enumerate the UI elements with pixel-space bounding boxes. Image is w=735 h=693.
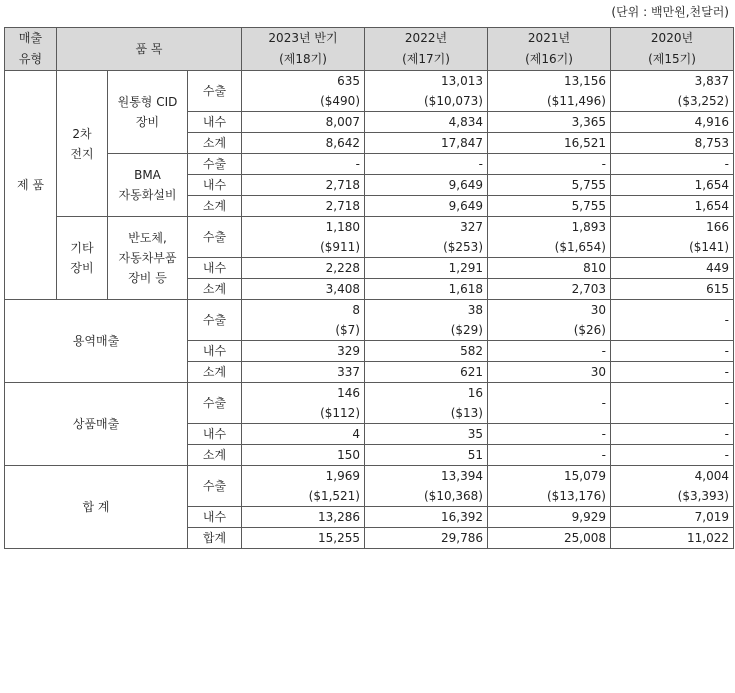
row-label: 합계	[188, 528, 242, 549]
cell: 1,654	[611, 196, 734, 217]
table-row	[5, 300, 734, 341]
cell: 146 ($112)	[242, 383, 365, 424]
item-bma: BMA 자동화설비	[108, 154, 188, 217]
cell: 4	[242, 424, 365, 445]
cell: 2,718	[242, 196, 365, 217]
cell: 582	[365, 341, 488, 362]
row-label: 수출	[188, 154, 242, 175]
cell: 8,753	[611, 133, 734, 154]
cell: -	[611, 383, 734, 424]
row-label: 소계	[188, 196, 242, 217]
cell: 635 ($490)	[242, 71, 365, 112]
category-service: 용역매출	[5, 300, 188, 383]
cell: 1,618	[365, 279, 488, 300]
cell: 30	[488, 362, 611, 383]
cell: 1,654	[611, 175, 734, 196]
table-row	[5, 71, 734, 112]
row-label: 수출	[188, 71, 242, 112]
cell: -	[611, 445, 734, 466]
cell: 7,019	[611, 507, 734, 528]
cell: 2,228	[242, 258, 365, 279]
table-row	[5, 466, 734, 507]
cell: 35	[365, 424, 488, 445]
row-label: 소계	[188, 133, 242, 154]
row-label: 수출	[188, 300, 242, 341]
cell: 5,755	[488, 175, 611, 196]
cell: -	[488, 424, 611, 445]
cell: 16,392	[365, 507, 488, 528]
cell: 327 ($253)	[365, 217, 488, 258]
cell: 3,365	[488, 112, 611, 133]
cell: 166 ($141)	[611, 217, 734, 258]
row-label: 소계	[188, 279, 242, 300]
cell: -	[611, 362, 734, 383]
cell: 16,521	[488, 133, 611, 154]
cell: 15,079 ($13,176)	[488, 466, 611, 507]
cell: 13,156 ($11,496)	[488, 71, 611, 112]
cell: 1,893 ($1,654)	[488, 217, 611, 258]
cell: 2,703	[488, 279, 611, 300]
cell: 4,004 ($3,393)	[611, 466, 734, 507]
cell: 150	[242, 445, 365, 466]
item-semi: 반도체, 자동차부품 장비 등	[108, 217, 188, 300]
cell: 1,291	[365, 258, 488, 279]
header-period: 2022년 (제17기)	[365, 28, 488, 71]
subcategory-battery: 2차 전지	[57, 71, 108, 217]
row-label: 수출	[188, 466, 242, 507]
cell: -	[488, 154, 611, 175]
category-product: 제 품	[5, 71, 57, 300]
cell: 38 ($29)	[365, 300, 488, 341]
row-label: 수출	[188, 217, 242, 258]
cell: 9,649	[365, 196, 488, 217]
item-cid: 원통형 CID 장비	[108, 71, 188, 154]
cell: 8,007	[242, 112, 365, 133]
cell: 16 ($13)	[365, 383, 488, 424]
header-period: 2023년 반기 (제18기)	[242, 28, 365, 71]
row-label: 내수	[188, 175, 242, 196]
cell: 621	[365, 362, 488, 383]
header-period: 2021년 (제16기)	[488, 28, 611, 71]
header-type: 매출 유형	[5, 28, 57, 71]
row-label: 내수	[188, 341, 242, 362]
row-label: 내수	[188, 112, 242, 133]
header-period: 2020년 (제15기)	[611, 28, 734, 71]
cell: 3,837 ($3,252)	[611, 71, 734, 112]
cell: -	[488, 383, 611, 424]
table-row	[5, 383, 734, 424]
cell: -	[488, 341, 611, 362]
table-row	[5, 217, 734, 258]
cell: -	[365, 154, 488, 175]
row-label: 수출	[188, 383, 242, 424]
cell: 1,180 ($911)	[242, 217, 365, 258]
cell: 25,008	[488, 528, 611, 549]
cell: 15,255	[242, 528, 365, 549]
cell: 29,786	[365, 528, 488, 549]
cell: -	[611, 300, 734, 341]
cell: -	[611, 341, 734, 362]
cell: 4,834	[365, 112, 488, 133]
sales-table	[4, 27, 734, 549]
cell: 4,916	[611, 112, 734, 133]
header-row	[5, 28, 734, 71]
cell: 8,642	[242, 133, 365, 154]
row-label: 소계	[188, 445, 242, 466]
unit-note: (단위 : 백만원,천달러)	[611, 5, 729, 19]
cell: 329	[242, 341, 365, 362]
cell: 17,847	[365, 133, 488, 154]
cell: -	[488, 445, 611, 466]
cell: 9,929	[488, 507, 611, 528]
category-total: 합 계	[5, 466, 188, 549]
cell: 2,718	[242, 175, 365, 196]
cell: 449	[611, 258, 734, 279]
cell: 615	[611, 279, 734, 300]
cell: 51	[365, 445, 488, 466]
cell: -	[611, 154, 734, 175]
cell: 13,394 ($10,368)	[365, 466, 488, 507]
cell: 30 ($26)	[488, 300, 611, 341]
table-row	[5, 154, 734, 175]
cell: 8 ($7)	[242, 300, 365, 341]
cell: 1,969 ($1,521)	[242, 466, 365, 507]
cell: 810	[488, 258, 611, 279]
cell: 337	[242, 362, 365, 383]
cell: 13,286	[242, 507, 365, 528]
row-label: 소계	[188, 362, 242, 383]
category-goods: 상품매출	[5, 383, 188, 466]
header-item: 품 목	[57, 28, 242, 71]
row-label: 내수	[188, 424, 242, 445]
cell: -	[611, 424, 734, 445]
row-label: 내수	[188, 507, 242, 528]
cell: 13,013 ($10,073)	[365, 71, 488, 112]
cell: 5,755	[488, 196, 611, 217]
cell: -	[242, 154, 365, 175]
row-label: 내수	[188, 258, 242, 279]
cell: 11,022	[611, 528, 734, 549]
subcategory-other: 기타 장비	[57, 217, 108, 300]
cell: 9,649	[365, 175, 488, 196]
cell: 3,408	[242, 279, 365, 300]
